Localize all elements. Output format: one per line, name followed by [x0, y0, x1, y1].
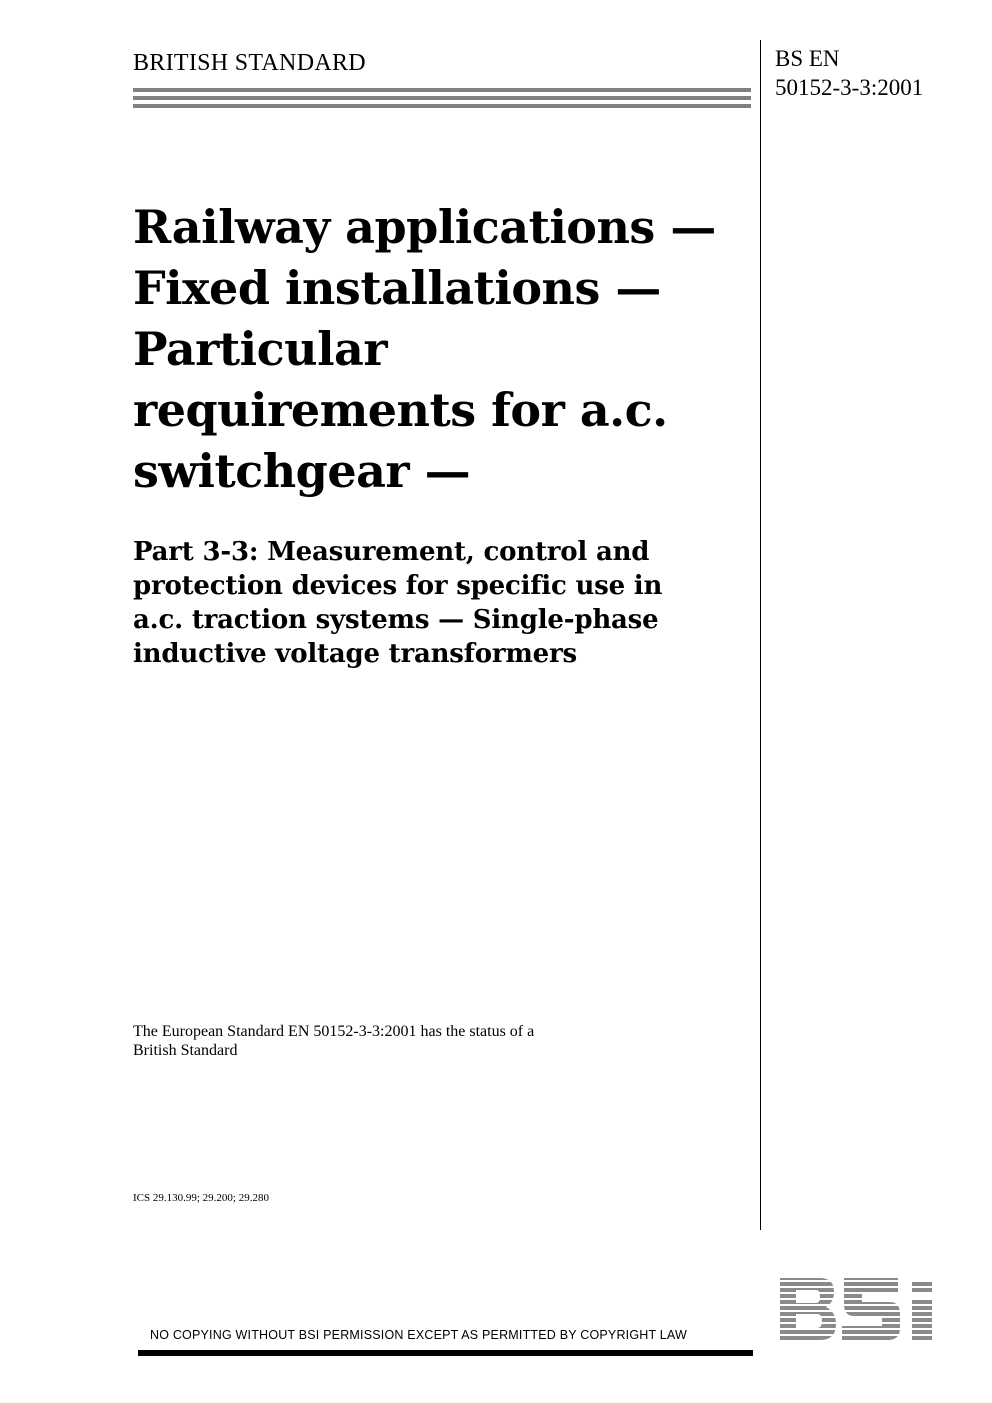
title-line: requirements for a.c. — [133, 383, 668, 437]
footer-rule — [138, 1350, 753, 1356]
status-statement — [133, 1022, 653, 1060]
subtitle-line: a.c. traction systems — Single-phase — [133, 605, 659, 635]
header-rule — [133, 88, 751, 112]
title-line: Railway applications — — [133, 200, 716, 254]
ics-codes: ICS 29.130.99; 29.200; 29.280 — [133, 1192, 269, 1204]
bsi-logo — [780, 1276, 954, 1342]
header-rule-line — [133, 96, 751, 100]
document-subtitle — [133, 535, 753, 671]
standard-number-line2: 50152-3-3:2001 — [775, 75, 924, 100]
copyright-notice: NO COPYING WITHOUT BSI PERMISSION EXCEPT AS PERMITTED BY COPYRIGHT LAW — [150, 1328, 688, 1342]
title-line: switchgear — — [133, 444, 471, 498]
status-line: The European Standard EN 50152-3-3:2001 has the status of a — [133, 1023, 535, 1040]
document-type-label: BRITISH STANDARD — [133, 50, 366, 76]
standard-number-line1: BS EN — [775, 46, 840, 71]
subtitle-line: inductive voltage transformers — [133, 639, 577, 669]
title-line: Particular — [133, 322, 388, 376]
status-line: British Standard — [133, 1042, 238, 1059]
header-rule-line — [133, 88, 751, 92]
vertical-divider — [760, 40, 761, 1230]
standard-number — [775, 44, 923, 102]
subtitle-line: protection devices for specific use in — [133, 571, 663, 601]
document-title — [133, 197, 753, 502]
header-rule-line — [133, 104, 751, 108]
title-line: Fixed installations — — [133, 261, 661, 315]
subtitle-line: Part 3-3: Measurement, control and — [133, 537, 650, 567]
